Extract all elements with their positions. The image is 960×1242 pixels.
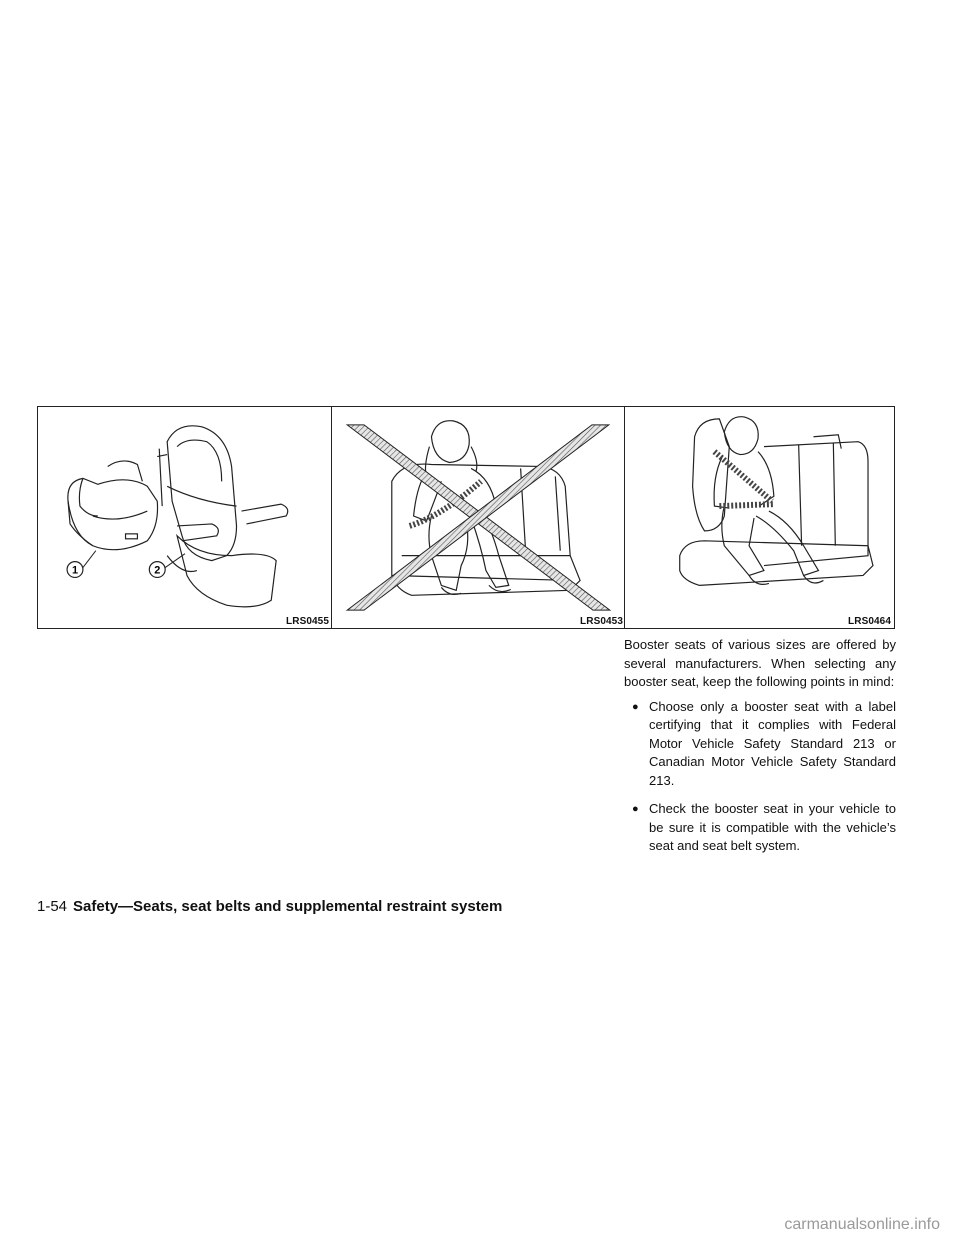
callout-1 <box>67 562 83 578</box>
watermark: carmanualsonline.info <box>784 1216 940 1233</box>
figure-code: LRS0453 <box>580 616 623 627</box>
intro-paragraph: Booster seats of various sizes are offered by several manufacturers. When selecting any booster seat, keep the following points in mind: <box>624 637 896 689</box>
bullet-icon: ● <box>632 700 639 713</box>
bullet-list <box>624 698 896 856</box>
figure-code: LRS0455 <box>286 616 329 627</box>
figure-incorrect-belt-fit <box>331 406 627 629</box>
page-number: 1-54 <box>37 898 68 915</box>
booster-seat-guidance <box>624 636 896 866</box>
figure-code: LRS0464 <box>848 616 891 627</box>
section-title: Safety—Seats, seat belts and supplemental restraint system <box>73 898 503 915</box>
svg-text:2: 2 <box>154 564 161 577</box>
bullet-icon: ● <box>632 803 639 815</box>
booster-seats-illustration <box>38 407 332 628</box>
callout-2 <box>149 562 165 578</box>
list-item-text: Check the booster seat in your vehicle to be sure it is compatible with the vehicle’s seat and seat belt system. <box>649 801 896 853</box>
list-item <box>632 698 896 791</box>
child-in-seat-crossed-out-illustration <box>332 407 626 628</box>
figure-correct-booster-use <box>624 406 895 629</box>
list-item <box>632 800 896 856</box>
child-on-booster-illustration <box>625 407 894 628</box>
page-footer <box>37 898 502 915</box>
figure-booster-seat-types <box>37 406 333 629</box>
svg-text:1: 1 <box>71 564 79 577</box>
list-item-text: Choose only a booster seat with a label certifying that it complies with Federal Motor Vehicle Safety Standard 213 or Canadian Motor Vehicle Safety Standard 213. <box>649 698 896 788</box>
